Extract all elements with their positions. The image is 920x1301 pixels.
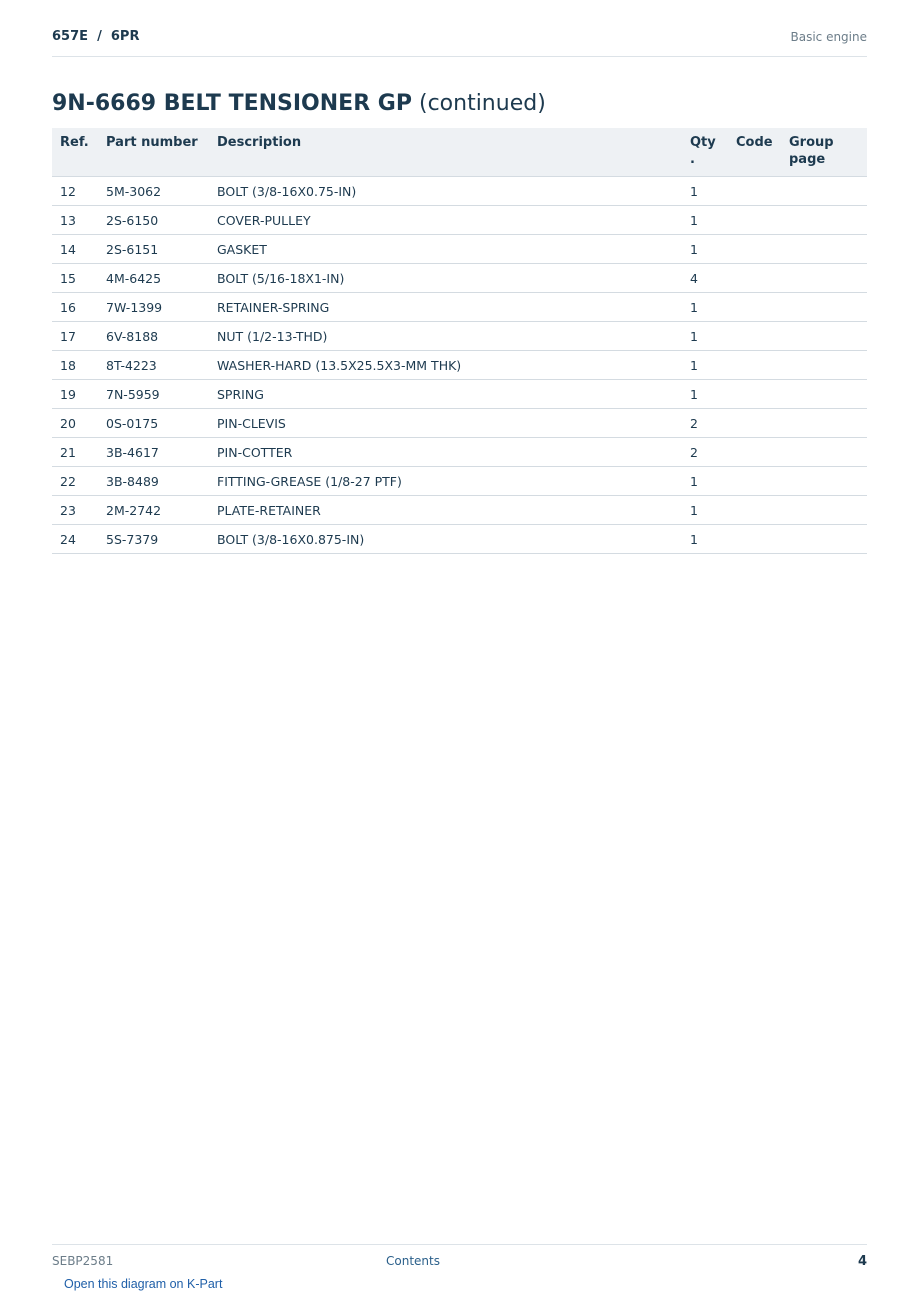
table-row — [52, 235, 867, 264]
cell-qty: 1 — [682, 322, 728, 351]
cell-group-page — [781, 322, 867, 351]
contents-link[interactable]: Contents — [386, 1254, 440, 1268]
page-footer — [52, 1244, 867, 1301]
cell-ref: 21 — [52, 438, 98, 467]
title-main: 9N-6669 BELT TENSIONER GP — [52, 91, 412, 116]
header-ref: Ref. — [52, 128, 98, 177]
cell-ref: 24 — [52, 525, 98, 554]
cell-ref: 17 — [52, 322, 98, 351]
cell-part-number: 7W-1399 — [98, 293, 209, 322]
header-group-line1: Group — [789, 135, 834, 150]
cell-qty: 2 — [682, 438, 728, 467]
cell-group-page — [781, 467, 867, 496]
cell-part-number: 2M-2742 — [98, 496, 209, 525]
cell-code — [728, 264, 781, 293]
cell-qty: 1 — [682, 293, 728, 322]
cell-part-number: 5S-7379 — [98, 525, 209, 554]
cell-qty: 2 — [682, 409, 728, 438]
cell-group-page — [781, 496, 867, 525]
cell-description: FITTING-GREASE (1/8-27 PTF) — [209, 467, 682, 496]
cell-group-page — [781, 235, 867, 264]
cell-description: PIN-COTTER — [209, 438, 682, 467]
cell-code — [728, 409, 781, 438]
cell-qty: 4 — [682, 264, 728, 293]
cell-group-page — [781, 409, 867, 438]
cell-ref: 16 — [52, 293, 98, 322]
cell-group-page — [781, 438, 867, 467]
header-group-page — [781, 128, 867, 177]
cell-group-page — [781, 293, 867, 322]
cell-ref: 23 — [52, 496, 98, 525]
cell-qty: 1 — [682, 496, 728, 525]
cell-qty: 1 — [682, 380, 728, 409]
cell-description: SPRING — [209, 380, 682, 409]
parts-table-body — [52, 177, 867, 554]
cell-part-number: 2S-6151 — [98, 235, 209, 264]
cell-part-number: 0S-0175 — [98, 409, 209, 438]
kpart-diagram-link[interactable]: Open this diagram on K-Part — [64, 1277, 223, 1291]
cell-part-number: 3B-8489 — [98, 467, 209, 496]
page-title — [52, 89, 546, 119]
title-suffix: (continued) — [418, 91, 546, 116]
cell-code — [728, 351, 781, 380]
cell-group-page — [781, 264, 867, 293]
cell-code — [728, 206, 781, 235]
table-row — [52, 438, 867, 467]
cell-code — [728, 177, 781, 206]
table-row — [52, 351, 867, 380]
cell-group-page — [781, 380, 867, 409]
header-qty-line2: . — [690, 152, 695, 167]
cell-part-number: 7N-5959 — [98, 380, 209, 409]
section-label: Basic engine — [790, 30, 867, 44]
header-qty-line1: Qty — [690, 135, 716, 150]
page-header — [52, 0, 867, 57]
cell-qty: 1 — [682, 177, 728, 206]
table-row — [52, 409, 867, 438]
table-row — [52, 177, 867, 206]
header-group-line2: page — [789, 152, 826, 167]
cell-part-number: 8T-4223 — [98, 351, 209, 380]
cell-ref: 19 — [52, 380, 98, 409]
cell-code — [728, 525, 781, 554]
cell-code — [728, 438, 781, 467]
table-row — [52, 380, 867, 409]
cell-ref: 15 — [52, 264, 98, 293]
table-row — [52, 264, 867, 293]
cell-group-page — [781, 525, 867, 554]
cell-part-number: 6V-8188 — [98, 322, 209, 351]
cell-part-number: 5M-3062 — [98, 177, 209, 206]
cell-part-number: 4M-6425 — [98, 264, 209, 293]
cell-qty: 1 — [682, 206, 728, 235]
cell-code — [728, 496, 781, 525]
cell-code — [728, 467, 781, 496]
cell-description: RETAINER-SPRING — [209, 293, 682, 322]
cell-description: COVER-PULLEY — [209, 206, 682, 235]
cell-qty: 1 — [682, 467, 728, 496]
cell-description: NUT (1/2-13-THD) — [209, 322, 682, 351]
cell-group-page — [781, 351, 867, 380]
document-id: SEBP2581 — [52, 1254, 114, 1268]
cell-code — [728, 235, 781, 264]
cell-code — [728, 380, 781, 409]
cell-description: GASKET — [209, 235, 682, 264]
cell-ref: 14 — [52, 235, 98, 264]
page-number: 4 — [857, 1254, 867, 1269]
header-row — [52, 128, 867, 177]
header-code: Code — [728, 128, 781, 177]
cell-ref: 22 — [52, 467, 98, 496]
cell-description: BOLT (5/16-18X1-IN) — [209, 264, 682, 293]
cell-part-number: 2S-6150 — [98, 206, 209, 235]
table-row — [52, 496, 867, 525]
header-part-number: Part number — [98, 128, 209, 177]
cell-ref: 18 — [52, 351, 98, 380]
cell-code — [728, 322, 781, 351]
cell-code — [728, 293, 781, 322]
cell-description: BOLT (3/8-16X0.875-IN) — [209, 525, 682, 554]
cell-qty: 1 — [682, 351, 728, 380]
cell-ref: 20 — [52, 409, 98, 438]
parts-table — [52, 128, 867, 554]
cell-description: BOLT (3/8-16X0.75-IN) — [209, 177, 682, 206]
cell-qty: 1 — [682, 235, 728, 264]
cell-ref: 13 — [52, 206, 98, 235]
cell-description: PLATE-RETAINER — [209, 496, 682, 525]
header-qty — [682, 128, 728, 177]
table-row — [52, 293, 867, 322]
model-label: 657E / 6PR — [52, 29, 140, 44]
cell-ref: 12 — [52, 177, 98, 206]
cell-qty: 1 — [682, 525, 728, 554]
cell-part-number: 3B-4617 — [98, 438, 209, 467]
header-description: Description — [209, 128, 682, 177]
cell-group-page — [781, 206, 867, 235]
table-row — [52, 322, 867, 351]
table-row — [52, 467, 867, 496]
cell-group-page — [781, 177, 867, 206]
cell-description: PIN-CLEVIS — [209, 409, 682, 438]
cell-description: WASHER-HARD (13.5X25.5X3-MM THK) — [209, 351, 682, 380]
parts-table-header — [52, 128, 867, 177]
table-row — [52, 525, 867, 554]
table-row — [52, 206, 867, 235]
